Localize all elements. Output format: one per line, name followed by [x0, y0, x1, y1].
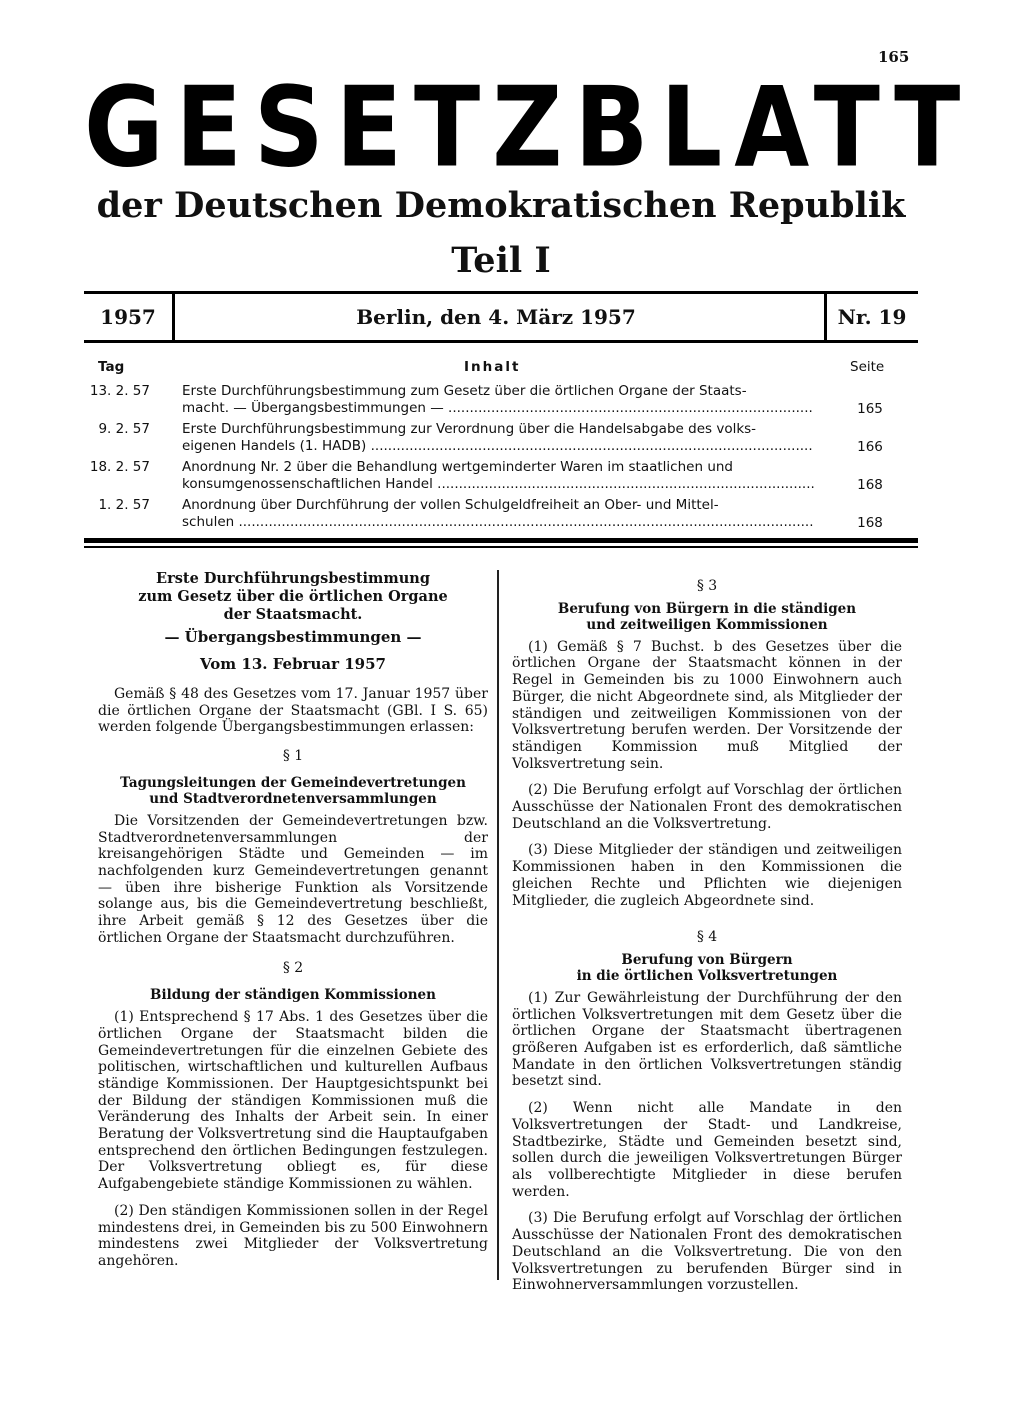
section-title: Berufung von Bürgern in die örtlichen Volksvertretungen [576, 951, 838, 984]
page-number: 165 [878, 48, 910, 66]
toc-entry [84, 495, 918, 533]
section-number: § 3 [696, 578, 718, 594]
issue-divider [824, 294, 827, 340]
toc-entry [84, 381, 918, 419]
issue-place-date: Berlin, den 4. März 1957 [356, 305, 636, 329]
column-divider [497, 570, 499, 1280]
section-paragraph: (1) Entsprechend § 17 Abs. 1 des Gesetzes über die örtlichen Organe der Staatsmacht bilden die Gemeindevertretungen für die einzelnen Gebiete des politischen, wirtschaftlichen und kulturellen Aufbaus ständige Kommissionen. Der Hauptgesichtspunkt bei der Bildung der ständigen Kommissionen muß die Veränderung des Inhalts der Arbeit sein. In einer Beratung der Volksvertretung sind die Hauptaufgaben entsprechend den örtlichen Bedingungen festzulegen. Der Volksvertretung obliegt es, für diese Aufgabengebiete ständige Kommissionen zu wählen. [98, 1009, 488, 1193]
masthead-subtitle: der Deutschen Demokratischen Republik [96, 185, 906, 226]
section-title: Berufung von Bürgern in die ständigen und zeitweiligen Kommissionen [557, 600, 857, 633]
toc-entry [84, 419, 918, 457]
section-title: Bildung der ständigen Kommissionen [150, 987, 436, 1004]
header-rule-thin [84, 546, 918, 548]
issue-divider [172, 294, 175, 340]
section-paragraph: (3) Diese Mitglieder der ständigen und zeitweiligen Kommissionen haben in den Kommissionen die gleichen Rechte und Pflichten wie diejenigen Mitglieder, die zugleich Abgeordnete sind. [512, 842, 902, 909]
document-date: Vom 13. Februar 1957 [200, 655, 386, 673]
masthead-title: GESETZBLATT [84, 62, 973, 192]
toc-entry-page: 168 [857, 477, 883, 493]
right-column [512, 570, 902, 1294]
toc-entry-title: Erste Durchführungsbestimmung zum Gesetz über die örtlichen Organe der Staats- macht. — Übergangsbestimmungen — ..... [182, 383, 814, 417]
document-subheading: — Übergangsbestimmungen — [164, 628, 422, 646]
table-of-contents [84, 355, 918, 530]
toc-entry-date: 13. 2. 57 [89, 383, 150, 399]
issue-bar [84, 291, 918, 343]
toc-entry-page: 168 [857, 515, 883, 531]
section-number: § 1 [282, 748, 304, 765]
section-title: Tagungsleitungen der Gemeindevertretungen und Stadtverordnetenversammlungen [120, 774, 466, 807]
toc-entry-title: Erste Durchführungsbestimmung zur Verordnung über die Handelsabgabe des volks- eigenen Handels (1. HADB) ..... [182, 421, 814, 455]
toc-header-page: Seite [850, 359, 885, 375]
section-paragraph: (2) Den ständigen Kommissionen sollen in der Regel mindestens drei, in Gemeinden bis zu 500 Einwohnern mindestens zwei Mitglieder der Volksvertretung angehören. [98, 1202, 488, 1269]
toc-entry [84, 457, 918, 495]
toc-entry-date: 9. 2. 57 [98, 421, 150, 437]
toc-entry-date: 1. 2. 57 [98, 497, 150, 513]
toc-header-title: Inhalt [464, 359, 521, 375]
section-paragraph: (3) Die Berufung erfolgt auf Vorschlag der örtlichen Ausschüsse der Nationalen Front des demokratischen Deutschland an die Volksvertretung. Die von den Volksvertretungen zu berufenden Bürger sind in Einwohnerversammlungen vorzustellen. [512, 1210, 902, 1294]
issue-year: 1957 [100, 305, 156, 329]
masthead-part: Teil I [451, 240, 551, 281]
toc-entry-page: 166 [857, 439, 883, 455]
preamble: Gemäß § 48 des Gesetzes vom 17. Januar 1957 über die örtlichen Organe der Staatsmacht (GBl. I S. 65) werden folgende Übergangsbestimmungen erlassen: [98, 686, 488, 736]
left-column [98, 570, 488, 1270]
section-paragraph: (2) Die Berufung erfolgt auf Vorschlag der örtlichen Ausschüsse der Nationalen Front des demokratischen Deutschland an die Volksvertretung. [512, 782, 902, 832]
section-paragraph: (1) Zur Gewährleistung der Durchführung der den örtlichen Volksvertretungen mit dem Gesetz über die örtlichen Organe der Staatsmacht übertragenen größeren Aufgaben ist es erforderlich, daß sämtliche Mandate in den örtlichen Volksvertretungen ständig besetzt sind. [512, 989, 902, 1090]
toc-header-date: Tag [98, 359, 125, 375]
toc-entry-page: 165 [857, 401, 883, 417]
toc-entry-title: Anordnung Nr. 2 über die Behandlung wertgeminderter Waren im staatlichen und konsumgenossenschaftlichen Handel ..... [182, 459, 814, 493]
section-paragraph: (2) Wenn nicht alle Mandate in den Volksvertretungen der Stadt- und Landkreise, Stadtbezirke, Städte und Gemeinden besetzt sind, sollen durch die jeweiligen Volksvertretungen Bürger als vollberechtigte Mitglieder in diese berufen werden. [512, 1100, 902, 1200]
section-text: Die Vorsitzenden der Gemeindevertretungen bzw. Stadtverordnetenversammlungen der kreisangehörigen Städte und Gemeinden — im nachfolgenden kurz Gemeindevertretungen genannt — üben ihre bisherige Funktion als Vorsitzende solange aus, bis die Gemeindevertretung beschließt, ihre Arbeit gemäß § 12 des Gesetzes über die örtlichen Organe der Staatsmacht durchzuführen. [98, 812, 488, 946]
section-number: § 4 [696, 929, 718, 946]
toc-entry-title: Anordnung über Durchführung der vollen Schulgeldfreiheit an Ober- und Mittel- schulen ..... [182, 497, 814, 531]
section-number: § 2 [282, 960, 304, 977]
document-heading: Erste Durchführungsbestimmung zum Gesetz über die örtlichen Organe der Staatsmacht. [138, 570, 448, 623]
issue-number: Nr. 19 [837, 305, 907, 329]
section-paragraph: (1) Gemäß § 7 Buchst. b des Gesetzes über die örtlichen Organe der Staatsmacht können in der Regel in Gemeinden bis zu 1000 Einwohnern auch Bürger, die nicht Abgeordnete sind, als Mitglieder der ständigen und zeitweiligen Kommissionen von der Volksvertretung berufen werden. Der Vorsitzende der ständigen Kommission muß Mitglied der Volksvertretung sein. [512, 638, 902, 772]
toc-entry-date: 18. 2. 57 [89, 459, 150, 475]
header-rule [84, 538, 918, 543]
